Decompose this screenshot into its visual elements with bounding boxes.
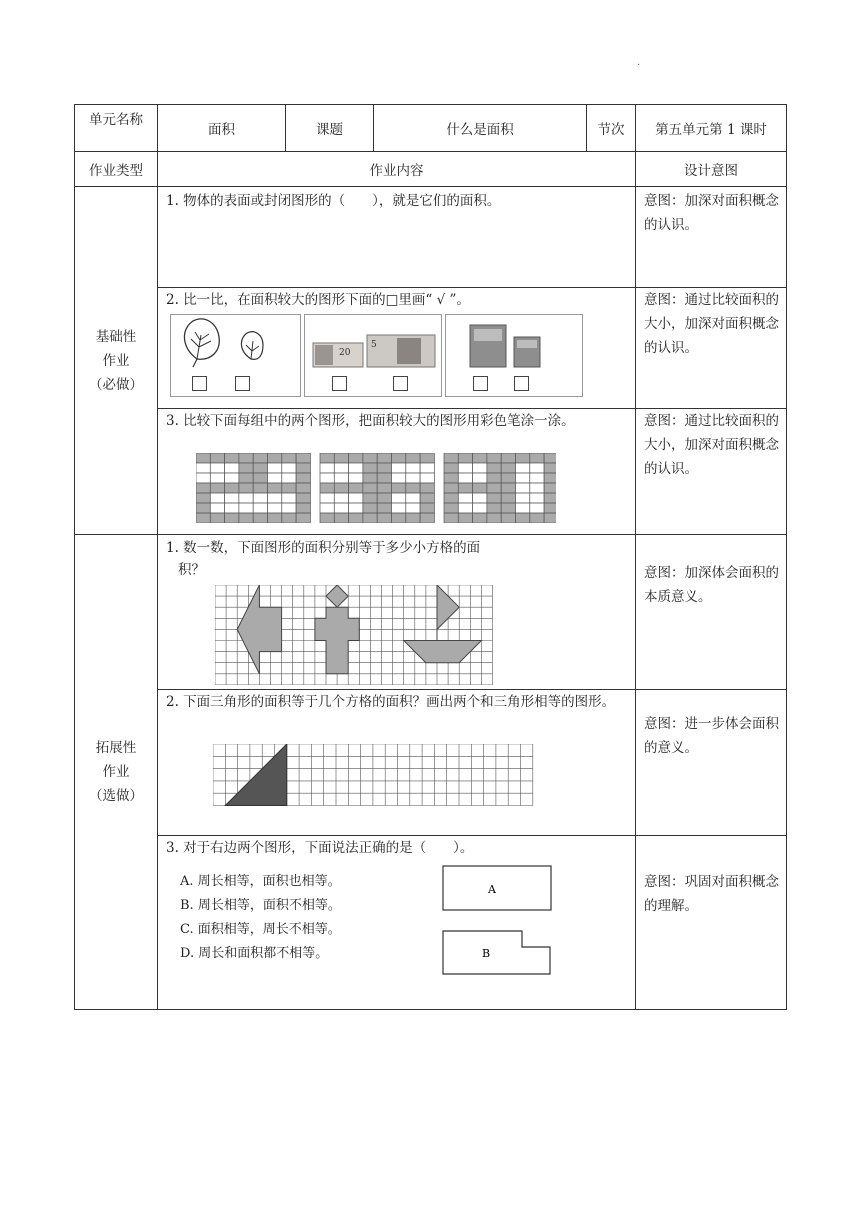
grid-cell [458, 493, 472, 503]
grid-cell [501, 493, 515, 503]
category-line: 拓展性 [95, 740, 137, 756]
grid-cell [349, 493, 363, 503]
grid-cell [296, 463, 310, 473]
grid-cell [530, 493, 544, 503]
shape-a-label: A [488, 883, 496, 896]
grid-cell [349, 463, 363, 473]
answer-box[interactable] [393, 376, 408, 391]
question-text [158, 535, 635, 581]
basic-q3-intent [636, 409, 787, 535]
options-list [180, 870, 341, 966]
option-c[interactable]: C. 面积相等，周长不相等。 [180, 922, 341, 937]
grid-cell [377, 453, 391, 463]
ext-q2-row [75, 690, 787, 836]
grid-cell [444, 513, 458, 523]
grid-cell [282, 483, 296, 493]
grid-cell [458, 473, 472, 483]
cross-shape [315, 607, 359, 674]
grid-cell [516, 463, 530, 473]
grid-cell [501, 513, 515, 523]
grid-cell [444, 473, 458, 483]
option-b[interactable]: B. 周长相等，面积不相等。 [180, 898, 341, 913]
grid-cell [268, 503, 282, 513]
triangle-grid [213, 744, 539, 808]
grid-cell [268, 493, 282, 503]
grid-cell [473, 463, 487, 473]
grid-cell [544, 463, 556, 473]
shape-b [443, 931, 550, 974]
grid-cell [406, 493, 420, 503]
grid-cell [363, 493, 377, 503]
grid-cell [544, 493, 556, 503]
grid-cell [296, 503, 310, 513]
boat-shape [404, 641, 482, 663]
grid-cell [225, 453, 239, 463]
grid-cell [444, 463, 458, 473]
grid-cell [210, 453, 224, 463]
grid-cell [320, 503, 334, 513]
grid-cell [544, 453, 556, 463]
ext-q2-intent [636, 690, 787, 836]
category-line: 基础性 [95, 328, 137, 345]
grid-cell [516, 453, 530, 463]
grid-cell [196, 453, 210, 463]
answer-box[interactable] [235, 376, 250, 391]
grid-cell [420, 473, 434, 483]
grid-cell [420, 483, 434, 493]
unit-name-label: 单元名称 [75, 105, 158, 152]
grid-cell [282, 513, 296, 523]
book-icon [446, 315, 582, 373]
grid-cell [334, 513, 348, 523]
grid-cell [210, 493, 224, 503]
grid-cell [239, 503, 253, 513]
answer-box[interactable] [514, 376, 529, 391]
grid-cell [268, 453, 282, 463]
grid-cell [487, 513, 501, 523]
grid-cell [544, 483, 556, 493]
grid-cell [473, 513, 487, 523]
grid-cell [487, 463, 501, 473]
grid-cell [501, 483, 515, 493]
grid-cell [320, 483, 334, 493]
grid-cell [282, 503, 296, 513]
ext-q3-row [75, 836, 787, 1010]
intent-text: 意图：加深对面积概念的认识。 [644, 193, 779, 233]
banknote-value: 20 [339, 348, 351, 358]
grid-cell [377, 473, 391, 483]
grid-cell [487, 473, 501, 483]
grid-cell [363, 463, 377, 473]
grid-cell [363, 483, 377, 493]
grid-cell [253, 453, 267, 463]
grid-cell [392, 463, 406, 473]
grid-cell [444, 453, 458, 463]
grid-cell [392, 483, 406, 493]
grid-cell [253, 463, 267, 473]
grid-cell [530, 513, 544, 523]
grid-cell [282, 463, 296, 473]
triangle-shape [225, 744, 286, 806]
grid-cell [320, 453, 334, 463]
grid-cell [377, 513, 391, 523]
shape-grid [215, 585, 497, 685]
grid-cell [268, 513, 282, 523]
grid-cell [487, 453, 501, 463]
grid-cell [334, 473, 348, 483]
grid-cell [225, 513, 239, 523]
grid-cell [363, 503, 377, 513]
grid-cell [196, 503, 210, 513]
ext-q1-row [75, 535, 787, 690]
leaf-icon [171, 315, 300, 373]
grid-cell [349, 453, 363, 463]
diamond-shape [326, 585, 348, 607]
grid-cell [487, 483, 501, 493]
basic-q3-row [75, 409, 787, 535]
column-type: 作业类型 [75, 152, 158, 187]
grid-cell [349, 513, 363, 523]
grid-cell [406, 503, 420, 513]
ext-q2 [158, 690, 636, 836]
grid-cell [420, 453, 434, 463]
intent-text: 意图：通过比较面积的大小，加深对面积概念的认识。 [644, 292, 779, 356]
grid-cell [268, 483, 282, 493]
grid-cell [320, 513, 334, 523]
grid-cell [458, 503, 472, 513]
grid-cell [530, 453, 544, 463]
grid-cell [239, 483, 253, 493]
grid-cell [210, 483, 224, 493]
grid-cell [225, 483, 239, 493]
section: 第五单元第 1 课时 [636, 105, 787, 152]
option-a[interactable]: A. 周长相等，面积也相等。 [180, 874, 341, 889]
question-text: 2. 下面三角形的面积等于几个方格的面积？画出两个和三角形相等的图形。 [166, 694, 616, 710]
grid-cell [253, 473, 267, 483]
grid-cell [420, 463, 434, 473]
basic-q1-intent [636, 187, 787, 288]
answer-box[interactable] [473, 376, 488, 391]
grid-cell [473, 483, 487, 493]
grid-cell [392, 473, 406, 483]
extended-category [75, 535, 158, 1010]
grid-cell [406, 463, 420, 473]
grid-cell [282, 473, 296, 483]
question-text: 2. 比一比，在面积较大的图形下面的□里画“ √ ”。 [166, 292, 470, 308]
grid-cell [196, 513, 210, 523]
grid-cell [473, 453, 487, 463]
grid-cell [377, 463, 391, 473]
grid-cell [516, 483, 530, 493]
intent-text: 意图：进一步体会面积的意义。 [644, 716, 779, 756]
ext-q1-intent [636, 535, 787, 690]
ext-q3-intent [636, 836, 787, 1010]
grid-cell [296, 473, 310, 483]
grid-cell [420, 503, 434, 513]
topic: 什么是面积 [374, 105, 587, 152]
unit-name: 面积 [158, 105, 286, 152]
option-d[interactable]: D. 周长和面积都不相等。 [180, 946, 329, 961]
banknote-panel [304, 314, 442, 397]
grid-cell [334, 483, 348, 493]
grid-cell [253, 513, 267, 523]
shape-a [443, 866, 551, 910]
homework-design-table [74, 104, 787, 1010]
grid-cell [444, 503, 458, 513]
grid-cell [406, 473, 420, 483]
grid-cell [501, 463, 515, 473]
stray-dot: · [637, 60, 641, 71]
book-panel [445, 314, 583, 397]
grid-cell [320, 493, 334, 503]
grid-cell [420, 513, 434, 523]
grid-cell [334, 493, 348, 503]
grid-cell [196, 473, 210, 483]
question-text: 3. 对于右边两个图形，下面说法正确的是（ ）。 [166, 840, 474, 856]
question-text: 3. 比较下面每组中的两个图形，把面积较大的图形用彩色笔涂一涂。 [166, 413, 575, 429]
grid-cell [296, 483, 310, 493]
grid-cell [296, 493, 310, 503]
grid-cell [349, 503, 363, 513]
arrow-shape [237, 585, 281, 674]
grid-cell [516, 473, 530, 483]
grid-cell [544, 513, 556, 523]
category-line: （必做） [89, 376, 143, 393]
grid-cell [253, 483, 267, 493]
intent-text: 意图：通过比较面积的大小，加深对面积概念的认识。 [644, 413, 779, 477]
grid-cell [349, 473, 363, 483]
grid-cell [239, 473, 253, 483]
grid-cell [487, 503, 501, 513]
grid-cell [444, 493, 458, 503]
grid-cell [225, 473, 239, 483]
section-label: 节次 [587, 105, 636, 152]
leaf-panel [170, 314, 301, 397]
grid-cell [516, 513, 530, 523]
grid-cell [253, 503, 267, 513]
grid-cell [501, 503, 515, 513]
grid-cell [282, 453, 296, 463]
grid-cell [377, 503, 391, 513]
column-content: 作业内容 [158, 152, 636, 187]
grid-cell [363, 473, 377, 483]
grid-cell [530, 463, 544, 473]
grid-cell [334, 453, 348, 463]
basic-q2-intent [636, 288, 787, 409]
comparison-shapes [442, 864, 567, 980]
basic-q1 [158, 187, 636, 288]
grid-cell [392, 453, 406, 463]
grid-cell [392, 513, 406, 523]
grid-cell [225, 503, 239, 513]
answer-box[interactable] [332, 376, 347, 391]
grid-cell [516, 503, 530, 513]
grid-cell [530, 473, 544, 483]
grid-cell [501, 453, 515, 463]
grid-cell [349, 483, 363, 493]
banknote-value: 5 [371, 340, 377, 350]
column-header-row [75, 152, 787, 187]
grid-cell [196, 483, 210, 493]
grid-cell [282, 493, 296, 503]
grid-cell [392, 503, 406, 513]
basic-category [75, 187, 158, 535]
grid-cell [406, 483, 420, 493]
grid-cell [239, 463, 253, 473]
grid-cell [406, 513, 420, 523]
grid-cell [363, 453, 377, 463]
grid-cell [334, 503, 348, 513]
topic-label: 课题 [286, 105, 374, 152]
grid-cell [392, 493, 406, 503]
category-line: 作业 [102, 764, 130, 780]
question-line: 1. 数一数，下面图形的面积分别等于多少小方格的面 [166, 540, 481, 556]
answer-box[interactable] [192, 376, 207, 391]
grid-cell [210, 503, 224, 513]
grid-cell [268, 473, 282, 483]
grid-cell [544, 473, 556, 483]
basic-q3 [158, 409, 636, 535]
grid-cell [458, 483, 472, 493]
grid-cell [296, 453, 310, 463]
ext-q1 [158, 535, 636, 690]
intent-text: 意图：加深体会面积的本质意义。 [644, 565, 779, 605]
grid-cell [473, 493, 487, 503]
intent-text: 意图：巩固对面积概念的理解。 [644, 874, 779, 914]
grid-cell [473, 473, 487, 483]
banknote-icon [305, 315, 441, 373]
grid-cell [296, 513, 310, 523]
grid-cell [268, 463, 282, 473]
grid-cell [196, 493, 210, 503]
digit-grids [196, 453, 556, 523]
grid-cell [320, 463, 334, 473]
grid-cell [225, 493, 239, 503]
grid-cell [406, 453, 420, 463]
grid-cell [239, 513, 253, 523]
basic-q2-row [75, 288, 787, 409]
basic-q1-row [75, 187, 787, 288]
grid-cell [420, 493, 434, 503]
basic-q2 [158, 288, 636, 409]
grid-cell [473, 503, 487, 513]
grid-cell [487, 493, 501, 503]
shape-b-label: B [482, 947, 491, 960]
ext-q3 [158, 836, 636, 1010]
grid-cell [530, 483, 544, 493]
grid-cell [458, 463, 472, 473]
grid-cell [239, 453, 253, 463]
grid-cell [320, 473, 334, 483]
category-line: 作业 [102, 352, 130, 369]
question-text: 1. 物体的表面或封闭图形的（ ），就是它们的面积。 [166, 193, 501, 209]
grid-cell [544, 503, 556, 513]
grid-cell [501, 473, 515, 483]
grid-cell [196, 463, 210, 473]
grid-cell [458, 513, 472, 523]
grid-cell [253, 493, 267, 503]
grid-cell [444, 483, 458, 493]
grid-cell [210, 463, 224, 473]
grid-cell [530, 503, 544, 513]
grid-cell [516, 493, 530, 503]
grid-cell [377, 483, 391, 493]
grid-cell [458, 453, 472, 463]
header-row [75, 105, 787, 152]
grid-cell [210, 473, 224, 483]
grid-cell [225, 463, 239, 473]
category-line: （选做） [89, 788, 143, 804]
grid-cell [377, 493, 391, 503]
column-intent: 设计意图 [636, 152, 787, 187]
grid-cell [334, 463, 348, 473]
grid-cell [239, 493, 253, 503]
grid-cell [210, 513, 224, 523]
question-line: 积？ [178, 562, 205, 578]
grid-cell [363, 513, 377, 523]
